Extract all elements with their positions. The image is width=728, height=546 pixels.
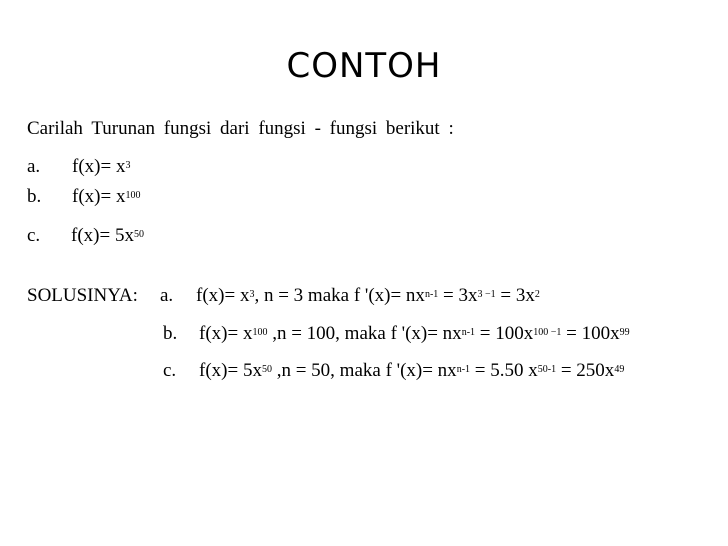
- solution-c-part2: ,n = 50, maka f '(x)= nx: [271, 360, 457, 381]
- solution-c-exp3: 50-1: [537, 364, 557, 375]
- solution-a-exp3: 3 −1: [477, 289, 496, 300]
- solution-a-part4: = 3x: [495, 285, 535, 306]
- solution-c-exp1: 50: [261, 364, 272, 375]
- solution-b-part3: = 100x: [475, 323, 534, 344]
- solution-c-part3: = 5.50 x: [470, 360, 538, 381]
- solution-b-exp4: 99: [619, 327, 630, 338]
- solution-b-exp1: 100: [252, 327, 268, 338]
- solution-a-exp1: 3: [249, 289, 255, 300]
- question-a: [27, 157, 130, 176]
- question-b-exponent: 100: [125, 190, 141, 201]
- solution-b-exp3: 100 −1: [533, 327, 562, 338]
- solution-c: [163, 361, 624, 380]
- solution-c-label: c.: [163, 360, 177, 381]
- question-c-function: f(x)= 5x: [71, 225, 134, 246]
- solution-label: SOLUSINYA:: [27, 285, 138, 306]
- solution-b: [163, 324, 630, 343]
- solution-c-part4: = 250x: [556, 360, 615, 381]
- instruction-text: Carilah Turunan fungsi dari fungsi - fungsi berikut :: [27, 118, 454, 139]
- solution-b-part4: = 100x: [561, 323, 620, 344]
- solution-a-part3: = 3x: [438, 285, 478, 306]
- solution-a-exp4: 2: [534, 289, 540, 300]
- solution-b-part1: f(x)= x: [199, 323, 253, 344]
- solution-c-exp2: n-1: [456, 364, 471, 375]
- solution-a-exp2: n-1: [424, 289, 439, 300]
- question-a-label: a.: [27, 156, 41, 177]
- question-c-exponent: 50: [133, 229, 144, 240]
- question-b: [27, 187, 140, 206]
- question-b-function: f(x)= x: [72, 186, 126, 207]
- solution-a-part2: , n = 3 maka f '(x)= nx: [254, 285, 425, 306]
- page-title: CONTOH: [286, 46, 442, 86]
- solution-b-label: b.: [163, 323, 178, 344]
- solution-a-part1: f(x)= x: [196, 285, 250, 306]
- question-a-exponent: 3: [125, 160, 131, 171]
- solution-a: [27, 286, 540, 305]
- question-c-label: c.: [27, 225, 41, 246]
- question-c: [27, 226, 144, 245]
- solution-b-exp2: n-1: [461, 327, 476, 338]
- solution-c-exp4: 49: [614, 364, 625, 375]
- question-a-function: f(x)= x: [72, 156, 126, 177]
- question-b-label: b.: [27, 186, 42, 207]
- solution-c-part1: f(x)= 5x: [199, 360, 262, 381]
- solution-b-part2: ,n = 100, maka f '(x)= nx: [267, 323, 462, 344]
- solution-a-label: a.: [160, 285, 174, 306]
